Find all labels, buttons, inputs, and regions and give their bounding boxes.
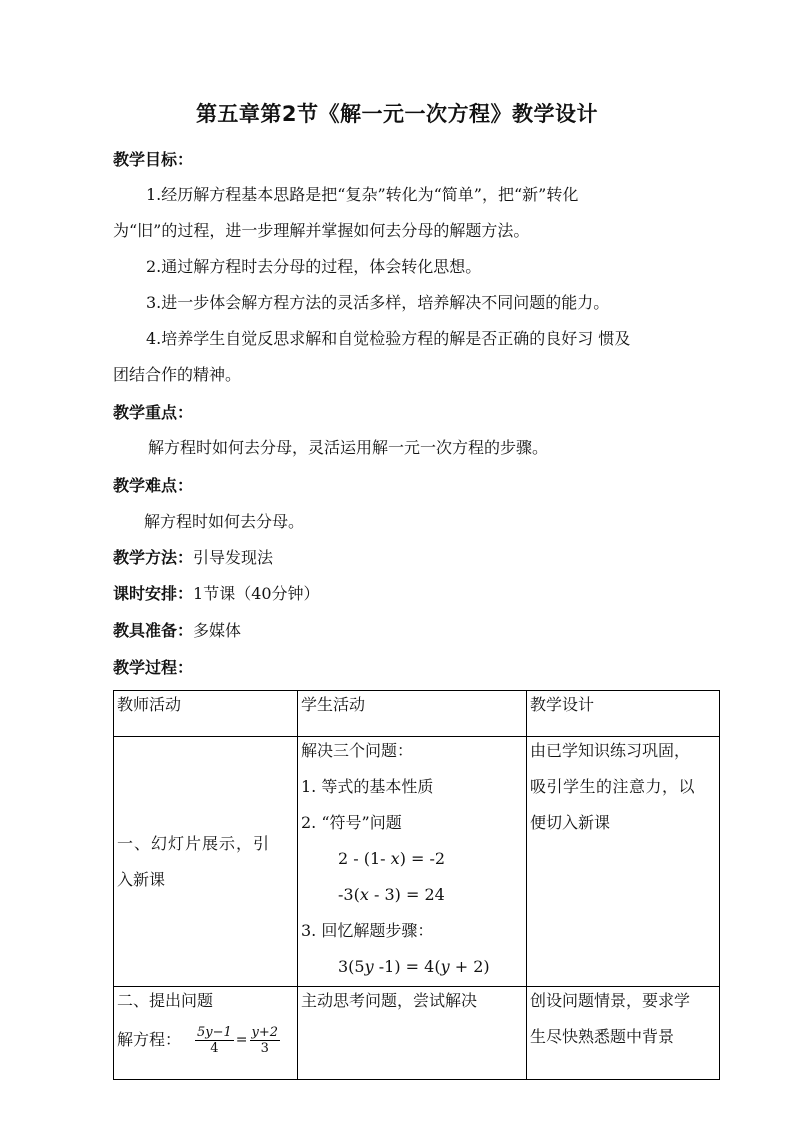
method-label: 教学方法：	[113, 548, 194, 567]
key-points-heading: 教学重点：	[113, 403, 194, 422]
row1-teacher-cell	[114, 737, 298, 987]
objective-2: 2.通过解方程时去分母的过程，体会转化思想。	[146, 257, 482, 276]
row1-student-line-1: 解决三个问题：	[301, 741, 414, 760]
process-table	[113, 690, 720, 1080]
row2-design-line-1: 创设问题情景，要求学	[530, 991, 691, 1010]
fraction-left: $\frac{5y-1}{4}$	[197, 1024, 232, 1056]
header-teacher-activity: 教师活动	[114, 691, 298, 737]
tools-row	[113, 620, 241, 642]
row1-student-cell	[298, 737, 527, 987]
row2-design-cell	[527, 987, 720, 1080]
method-value: 引导发现法	[193, 548, 274, 567]
schedule-value: 1节课（40分钟）	[193, 584, 320, 603]
row1-design-line-2: 吸引学生的注意力，以	[530, 777, 696, 796]
fraction-right: $\frac{y+2}{3}$	[251, 1024, 279, 1056]
row1-student-line-6: 3. 回忆解题步骤：	[301, 921, 434, 940]
row2-student-text: 主动思考问题，尝试解决	[301, 991, 478, 1010]
difficulty-text: 解方程时如何去分母。	[144, 512, 305, 531]
objectives-heading: 教学目标：	[113, 150, 194, 169]
equation-label: 解方程：	[117, 1030, 182, 1049]
objective-3: 3.进一步体会解方程方法的灵活多样，培养解决不同问题的能力。	[146, 293, 610, 312]
row2-design-line-2: 生尽快熟悉题中背景	[530, 1027, 675, 1046]
schedule-label: 课时安排：	[113, 584, 194, 603]
equation-3: 3(5y -1) = 4(y + 2)	[338, 957, 490, 976]
header-teaching-design: 教学设计	[527, 691, 720, 737]
table-row	[114, 987, 720, 1080]
row2-teacher-cell	[114, 987, 298, 1080]
document-title: 第五章第2节《解一元一次方程》教学设计	[195, 102, 599, 126]
row1-design-line-1: 由已学知识练习巩固，	[530, 741, 691, 760]
row1-student-line-2: 1. 等式的基本性质	[301, 777, 434, 796]
equation-1: 2 - (1- x) = -2	[338, 849, 446, 868]
objective-4-line-2: 团结合作的精神。	[113, 365, 242, 384]
process-heading: 教学过程：	[113, 658, 194, 677]
equals-sign: =	[235, 1032, 248, 1048]
difficulty-heading: 教学难点：	[113, 476, 194, 495]
table-header-row	[114, 691, 720, 737]
objective-1-line-2: 为“旧”的过程，进一步理解并掌握如何去分母的解题方法。	[113, 221, 530, 240]
row1-student-line-3: 2. “符号”问题	[301, 813, 402, 832]
row1-teacher-line-1: 一、幻灯片展示，引	[117, 833, 271, 853]
row2-teacher-line-1: 二、提出问题	[117, 991, 214, 1010]
row1-teacher-line-2: 入新课	[117, 869, 166, 889]
equation-2: -3(x - 3) = 24	[338, 885, 445, 904]
table-row	[114, 737, 720, 987]
objective-4-line-1: 4.培养学生自觉反思求解和自觉检验方程的解是否正确的良好习 惯及	[146, 329, 631, 348]
row1-design-line-3: 便切入新课	[530, 813, 611, 832]
schedule-row	[113, 583, 320, 605]
header-student-activity: 学生活动	[298, 691, 527, 737]
method-row	[113, 547, 273, 569]
objective-1-line-1: 1.经历解方程基本思路是把“复杂”转化为“简单”，把“新”转化	[146, 185, 579, 204]
key-points-text: 解方程时如何去分母，灵活运用解一元一次方程的步骤。	[148, 438, 549, 457]
row1-design-cell	[527, 737, 720, 987]
row2-equation	[117, 1020, 294, 1060]
tools-label: 教具准备：	[113, 621, 194, 640]
tools-value: 多媒体	[193, 621, 242, 640]
row2-student-cell	[298, 987, 527, 1080]
